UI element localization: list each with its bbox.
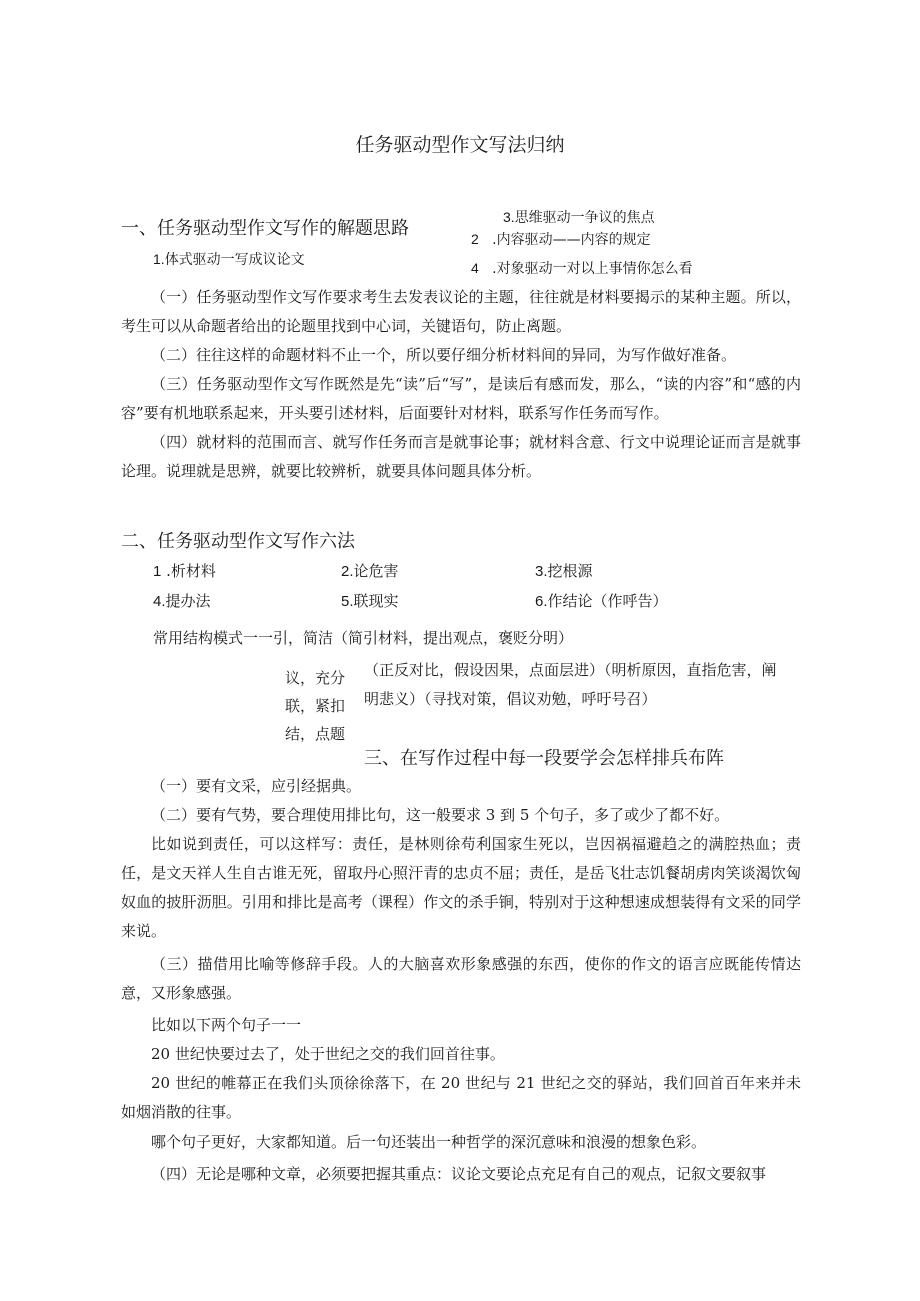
method-2 (341, 560, 399, 581)
section3-paragraph-9: （四）无论是哪种文章，必须要把握其重点：议论文要论点充足有自己的观点，记叙文要叙事 (151, 1165, 767, 1183)
method-1 (153, 560, 216, 581)
method-4-text: 提办法 (165, 592, 211, 610)
section2-heading: 二、任务驱动型作文写作六法 (121, 531, 355, 552)
structure-left-item: 议，充分 (285, 669, 346, 687)
section3-paragraph-1: （一）要有文采，应引经据典。 (151, 777, 362, 795)
structure-left-col (285, 664, 345, 748)
method-1-num: 1 (153, 563, 162, 580)
page-title: 任务驱动型作文写法归纳 (355, 134, 565, 156)
driver-4-text: .对象驱动一对以上事情你怎么看 (492, 261, 693, 277)
section1-paragraph-2: （二）往往这样的命题材料不止一个，所以要仔细分析材料间的异同，为写作做好准备。 (151, 346, 737, 364)
method-6-num: 6. (535, 593, 548, 610)
method-2-text: 论危害 (353, 562, 399, 580)
driver-1 (153, 249, 305, 269)
method-4 (153, 590, 211, 611)
method-5 (341, 590, 399, 611)
section1-paragraph-4: （四）就材料的范围而言、就写作任务而言是就事论事；就材料含意、行文中说理论证而言是就事论理。说理就是思辨，就要比较辨析，就要具体问题具体分析。 (121, 433, 801, 480)
structure-right-line: 明悲义）（寻找对策，倡议劝勉，呼吁号召） (364, 690, 657, 708)
method-6 (535, 590, 668, 611)
driver-2-num: 2 (471, 231, 479, 247)
method-3-num: 3. (535, 563, 548, 580)
method-2-num: 2. (341, 563, 354, 580)
driver-1-text: 体式驱动一写成议论文 (164, 252, 305, 268)
structure-left-item: 联，紧扣 (285, 697, 346, 715)
section1-paragraph-1: （一）任务驱动型作文写作要求考生去发表议论的主题，往往就是材料要揭示的某种主题。所以，考生可以从命题者给出的论题里找到中心词，关键语句，防止离题。 (121, 288, 801, 335)
method-4-num: 4. (153, 593, 166, 610)
section3-paragraph-5: 比如以下两个句子一一 (151, 1016, 302, 1034)
method-5-text: 联现实 (353, 592, 399, 610)
section3-paragraph-2: （二）要有气势，要合理使用排比句，这一般要求 3 到 5 个句子，多了或少了都不好。 (151, 806, 730, 824)
driver-3 (503, 207, 655, 227)
section3-paragraph-4: （三）描借用比喻等修辞手段。人的大脑喜欢形象感强的东西，使你的作文的语言应既能传情达意，又形象感强。 (121, 955, 801, 1002)
method-3-text: 挖根源 (547, 562, 593, 580)
section3-paragraph-7: 20 世纪的帷幕正在我们头顶徐徐落下，在 20 世纪与 21 世纪之交的驿站，我们回首百年来并未如烟消散的往事。 (121, 1074, 801, 1121)
structure-right-col (364, 656, 777, 714)
section1-heading: 一、任务驱动型作文写作的解题思路 (121, 218, 409, 239)
section3-paragraph-8: 哪个句子更好，大家都知道。后一句还装出一种哲学的深沉意味和浪漫的想象色彩。 (151, 1133, 707, 1151)
structure-left-item: 结，点题 (285, 725, 346, 743)
driver-2-text: .内容驱动——内容的规定 (492, 232, 651, 248)
method-6-text: 作结论（作呼告） (547, 592, 668, 610)
section3-paragraph-6: 20 世纪快要过去了，处于世纪之交的我们回首往事。 (151, 1045, 505, 1063)
section3-heading: 三、在写作过程中每一段要学会怎样排兵布阵 (364, 748, 724, 769)
structure-line: 常用结构模式一一引，简洁（简引材料，提出观点，褒贬分明） (153, 629, 574, 647)
driver-4-num: 4 (471, 260, 479, 276)
method-5-num: 5. (341, 593, 354, 610)
driver-1-num: 1. (153, 251, 165, 267)
structure-right-line: （正反对比，假设因果，点面层进）（明析原因，直指危害，阐 (364, 661, 777, 679)
section1-paragraph-3: （三）任务驱动型作文写作既然是先“读”后“写”，是读后有感而发，那么，“读的内容”和“感的内容”要有机地联系起来，开头要引述材料，后面要针对材料，联系写作任务而写作。 (121, 375, 801, 422)
driver-2 (471, 229, 651, 249)
driver-3-num: 3. (503, 209, 515, 225)
driver-4 (471, 258, 693, 278)
method-1-text: .析材料 (166, 562, 216, 580)
method-3 (535, 560, 593, 581)
driver-3-text: 思维驱动一争议的焦点 (514, 210, 655, 226)
section3-paragraph-3: 比如说到责任，可以这样写：责任，是林则徐苟利国家生死以，岂因祸福避趋之的满腔热血；责任，是文天祥人生自古谁无死，留取丹心照汗青的忠贞不屈；责任，是岳飞壮志饥餐胡虏肉笑谈渴饮匈奴血的披肝沥胆。引用和排比是高考（课程）作文的杀手锏，特别对于这种想速成想装得有文采的同学来说。 (121, 835, 801, 940)
